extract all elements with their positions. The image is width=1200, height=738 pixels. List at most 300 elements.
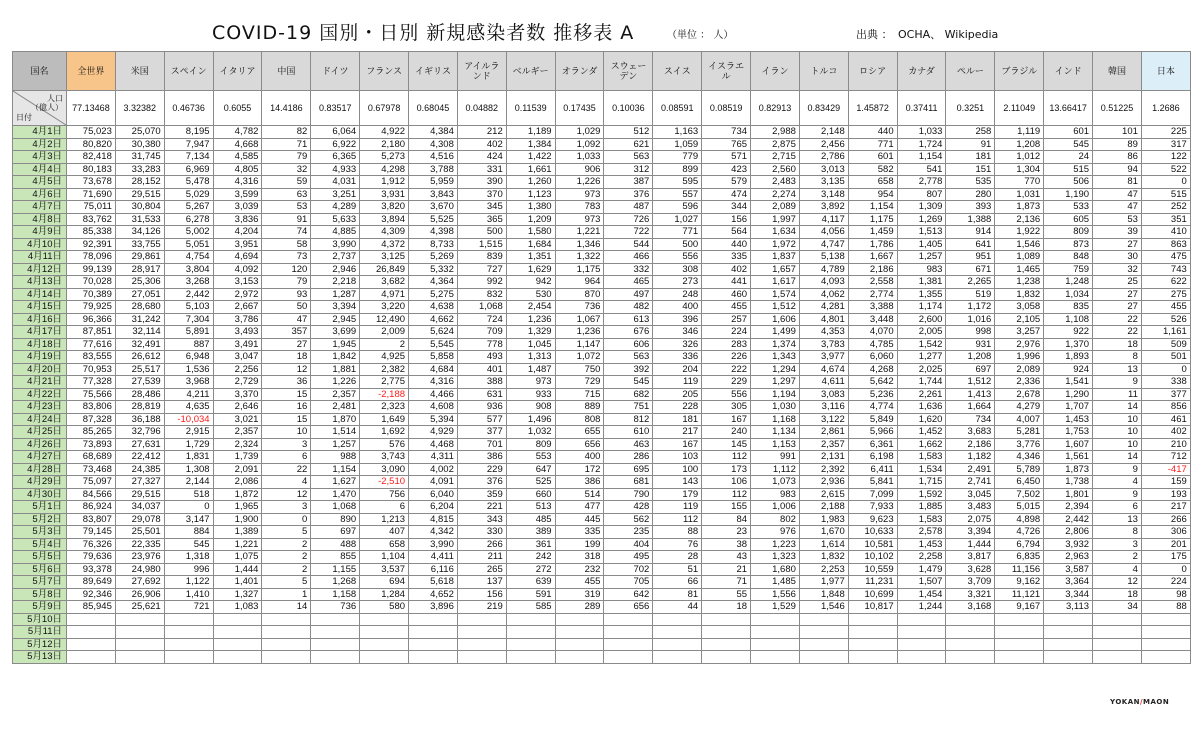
case-cell: 3,364 <box>1044 576 1093 589</box>
case-cell: 1,257 <box>311 438 360 451</box>
case-cell: 4,668 <box>213 138 262 151</box>
case-cell: 377 <box>457 426 506 439</box>
case-cell: 221 <box>457 501 506 514</box>
case-cell: 808 <box>555 413 604 426</box>
case-cell: 996 <box>164 563 213 576</box>
case-cell: 2,786 <box>799 151 848 164</box>
case-cell: 676 <box>604 326 653 339</box>
date-cell: 4月12日 <box>13 263 67 276</box>
date-cell: 5月8日 <box>13 588 67 601</box>
date-cell: 5月6日 <box>13 563 67 576</box>
case-cell: 393 <box>946 201 995 214</box>
case-cell: 89 <box>1093 138 1142 151</box>
case-cell <box>995 651 1044 664</box>
case-cell: 4,933 <box>311 163 360 176</box>
case-cell: 12 <box>262 363 311 376</box>
case-cell: 2,667 <box>213 301 262 314</box>
case-cell: 1,965 <box>213 501 262 514</box>
case-cell: 3,021 <box>213 413 262 426</box>
table-row <box>13 363 1191 376</box>
case-cell: 2,005 <box>897 326 946 339</box>
case-cell <box>262 613 311 626</box>
case-cell: 82 <box>262 126 311 139</box>
case-cell: 0 <box>1141 563 1190 576</box>
case-cell: 973 <box>555 213 604 226</box>
case-cell <box>946 626 995 639</box>
case-cell: 34,037 <box>115 501 164 514</box>
population-label: 人口 （億人） <box>31 94 63 112</box>
case-cell: 1,083 <box>213 601 262 614</box>
case-cell: 2,089 <box>995 363 1044 376</box>
case-cell: 1,413 <box>946 388 995 401</box>
table-row <box>13 376 1191 389</box>
case-cell: 26,906 <box>115 588 164 601</box>
case-cell: 1,513 <box>897 226 946 239</box>
case-cell: 809 <box>1044 226 1093 239</box>
case-cell: 4,316 <box>213 176 262 189</box>
case-cell: 1,029 <box>555 126 604 139</box>
case-cell: 4,662 <box>409 313 458 326</box>
case-cell <box>848 651 897 664</box>
case-cell <box>1093 638 1142 651</box>
case-cell: 275 <box>1141 288 1190 301</box>
case-cell <box>946 613 995 626</box>
case-cell: 332 <box>604 263 653 276</box>
case-cell: 1,238 <box>995 276 1044 289</box>
case-cell: 32,796 <box>115 426 164 439</box>
case-cell: 83,806 <box>67 401 116 414</box>
case-cell: 3,836 <box>213 213 262 226</box>
case-cell: 6,365 <box>311 151 360 164</box>
case-cell: 2,483 <box>751 176 800 189</box>
case-cell: 12,490 <box>360 313 409 326</box>
case-cell: 1,223 <box>751 538 800 551</box>
case-cell: 933 <box>506 388 555 401</box>
case-cell: 2,558 <box>848 276 897 289</box>
case-cell: 217 <box>1141 501 1190 514</box>
case-cell: 4,346 <box>995 451 1044 464</box>
case-cell: 7,099 <box>848 488 897 501</box>
case-cell: 771 <box>653 226 702 239</box>
case-cell: 4,308 <box>409 138 458 151</box>
case-cell: 1,556 <box>751 588 800 601</box>
case-cell: 3,843 <box>409 188 458 201</box>
population-cell: 0.04882 <box>457 91 506 126</box>
case-cell: 2,778 <box>897 176 946 189</box>
case-cell: 85,945 <box>67 601 116 614</box>
case-cell: 1,175 <box>555 263 604 276</box>
case-cell <box>262 626 311 639</box>
population-cell: 0.11539 <box>506 91 555 126</box>
case-cell: 595 <box>653 176 702 189</box>
case-cell: 252 <box>1141 201 1190 214</box>
case-cell: 4,694 <box>213 251 262 264</box>
case-cell: 3,045 <box>946 488 995 501</box>
case-cell: 2,382 <box>360 363 409 376</box>
case-cell: 4,468 <box>409 438 458 451</box>
date-cell: 4月10日 <box>13 238 67 251</box>
case-cell: 3,013 <box>799 163 848 176</box>
case-cell: 172 <box>555 463 604 476</box>
table-row <box>13 176 1191 189</box>
case-cell: 5,275 <box>409 288 458 301</box>
case-cell: 1,034 <box>1044 288 1093 301</box>
case-cell <box>702 651 751 664</box>
case-cell: 6,969 <box>164 163 213 176</box>
case-cell: 91 <box>946 138 995 151</box>
case-cell: 16 <box>262 401 311 414</box>
case-cell: 2,774 <box>848 288 897 301</box>
case-cell: 84,566 <box>67 488 116 501</box>
case-cell <box>213 613 262 626</box>
case-cell: 1,045 <box>506 338 555 351</box>
case-cell: 1,607 <box>1044 438 1093 451</box>
case-cell: -2,188 <box>360 388 409 401</box>
case-cell: 727 <box>457 263 506 276</box>
case-cell: 53 <box>1093 213 1142 226</box>
population-cell: 1.45872 <box>848 91 897 126</box>
case-cell: 2,025 <box>897 363 946 376</box>
case-cell: 318 <box>555 551 604 564</box>
country-header-row <box>13 52 1191 91</box>
case-cell: 407 <box>360 526 409 539</box>
case-cell: 2 <box>262 563 311 576</box>
case-cell: 22 <box>1093 313 1142 326</box>
case-cell <box>995 638 1044 651</box>
case-cell <box>751 638 800 651</box>
case-cell: 1,147 <box>555 338 604 351</box>
case-cell: 545 <box>604 376 653 389</box>
case-cell: 1,161 <box>1141 326 1190 339</box>
table-row <box>13 513 1191 526</box>
population-cell: 0.08519 <box>702 91 751 126</box>
table-row <box>13 213 1191 226</box>
case-cell: 34 <box>1093 601 1142 614</box>
case-cell: 226 <box>702 351 751 364</box>
case-cell: 193 <box>1141 488 1190 501</box>
case-cell: 4,635 <box>164 401 213 414</box>
case-cell: 3,804 <box>164 263 213 276</box>
case-cell: 441 <box>702 276 751 289</box>
case-cell: 1,112 <box>751 463 800 476</box>
case-cell: 3 <box>262 438 311 451</box>
case-cell: 2,646 <box>213 401 262 414</box>
case-cell: 734 <box>946 413 995 426</box>
case-cell: 1,983 <box>799 513 848 526</box>
case-cell: 27 <box>262 338 311 351</box>
case-cell: 8,733 <box>409 238 458 251</box>
case-cell: 3 <box>262 501 311 514</box>
case-cell: 1,287 <box>311 288 360 301</box>
case-cell: 3,537 <box>360 563 409 576</box>
case-cell: 1,664 <box>946 401 995 414</box>
table-row <box>13 613 1191 626</box>
case-cell: 229 <box>702 376 751 389</box>
case-cell: 7,947 <box>164 138 213 151</box>
case-cell: 392 <box>604 363 653 376</box>
case-cell: 1,213 <box>360 513 409 526</box>
case-cell: 1,073 <box>751 476 800 489</box>
case-cell: 159 <box>1141 476 1190 489</box>
case-cell: 2,861 <box>799 426 848 439</box>
case-cell: 99,139 <box>67 263 116 276</box>
case-cell: 370 <box>457 188 506 201</box>
case-cell: 2 <box>360 338 409 351</box>
case-cell: 266 <box>1141 513 1190 526</box>
case-cell: 9 <box>1093 488 1142 501</box>
case-cell: 401 <box>457 363 506 376</box>
case-cell: 976 <box>751 526 800 539</box>
case-cell: 402 <box>457 138 506 151</box>
case-cell <box>164 651 213 664</box>
case-cell: 1,487 <box>506 363 555 376</box>
daily-cases-body <box>13 126 1191 664</box>
case-cell: 8 <box>1093 526 1142 539</box>
case-cell: 601 <box>848 151 897 164</box>
page-title: COVID-19 国別・日別 新規感染者数 推移表 A <box>212 22 635 44</box>
case-cell: 3,058 <box>995 301 1044 314</box>
case-cell: 571 <box>702 151 751 164</box>
case-cell: 4,922 <box>360 126 409 139</box>
case-cell: 70,953 <box>67 363 116 376</box>
case-cell: 2,357 <box>213 426 262 439</box>
case-cell <box>67 651 116 664</box>
case-cell: 305 <box>702 401 751 414</box>
case-cell: 27,327 <box>115 476 164 489</box>
case-cell <box>67 638 116 651</box>
table-row <box>13 413 1191 426</box>
case-cell: 4 <box>1093 563 1142 576</box>
country-header-cell: ブラジル <box>995 52 1044 91</box>
case-cell: 312 <box>604 163 653 176</box>
case-cell: 68,689 <box>67 451 116 464</box>
case-cell: 1,454 <box>897 588 946 601</box>
table-row <box>13 151 1191 164</box>
case-cell: 1,614 <box>799 538 848 551</box>
case-cell: 5,029 <box>164 188 213 201</box>
case-cell: 173 <box>702 463 751 476</box>
case-cell: 580 <box>360 601 409 614</box>
case-cell: 94 <box>1093 163 1142 176</box>
case-cell: 3,125 <box>360 251 409 264</box>
case-cell: 3,628 <box>946 563 995 576</box>
case-cell: 87,328 <box>67 413 116 426</box>
date-cell: 4月1日 <box>13 126 67 139</box>
case-cell: 1,016 <box>946 313 995 326</box>
case-cell: 1,459 <box>848 226 897 239</box>
case-cell: 3,257 <box>995 326 1044 339</box>
case-cell: 5,891 <box>164 326 213 339</box>
case-cell: 4,289 <box>311 201 360 214</box>
table-row <box>13 638 1191 651</box>
case-cell: 2,357 <box>799 438 848 451</box>
case-cell <box>213 638 262 651</box>
case-cell: 461 <box>1141 413 1190 426</box>
case-cell: 6 <box>262 451 311 464</box>
case-cell: 622 <box>1141 276 1190 289</box>
case-cell: 4,411 <box>409 551 458 564</box>
case-cell: 2,186 <box>946 438 995 451</box>
case-cell: 3,220 <box>360 301 409 314</box>
table-row <box>13 138 1191 151</box>
case-cell: 3,699 <box>311 326 360 339</box>
case-cell: 6,450 <box>995 476 1044 489</box>
case-cell: 563 <box>604 351 653 364</box>
case-cell <box>799 638 848 651</box>
case-cell: 344 <box>702 201 751 214</box>
case-cell: 1,729 <box>164 438 213 451</box>
case-cell: 998 <box>946 326 995 339</box>
case-cell: 1 <box>262 588 311 601</box>
case-cell: 2,936 <box>799 476 848 489</box>
case-cell: 1,848 <box>799 588 848 601</box>
case-cell: 1,226 <box>555 176 604 189</box>
case-cell: 74 <box>262 226 311 239</box>
case-cell: 1,351 <box>506 251 555 264</box>
case-cell: 0 <box>262 513 311 526</box>
case-cell: 1,670 <box>799 526 848 539</box>
case-cell: 103 <box>653 451 702 464</box>
case-cell <box>115 613 164 626</box>
case-cell: 1,900 <box>213 513 262 526</box>
case-cell: 217 <box>653 426 702 439</box>
case-cell: 388 <box>457 376 506 389</box>
case-cell: 79 <box>262 151 311 164</box>
case-cell: 21 <box>702 563 751 576</box>
case-cell: 908 <box>506 401 555 414</box>
population-cell: 0.6055 <box>213 91 262 126</box>
country-header-label: 国名 <box>13 52 67 91</box>
case-cell: 112 <box>653 513 702 526</box>
case-cell: 3,977 <box>799 351 848 364</box>
country-header-cell: 全世界 <box>67 52 116 91</box>
case-cell: 463 <box>604 438 653 451</box>
case-cell: 289 <box>555 601 604 614</box>
date-cell: 5月12日 <box>13 638 67 651</box>
case-cell: 530 <box>506 288 555 301</box>
case-cell: 4,342 <box>409 526 458 539</box>
case-cell: 4,398 <box>409 226 458 239</box>
date-cell: 5月11日 <box>13 626 67 639</box>
case-cell <box>653 626 702 639</box>
case-cell: 145 <box>702 438 751 451</box>
case-cell: 2,086 <box>213 476 262 489</box>
case-cell: 11,231 <box>848 576 897 589</box>
population-cell: 0.17435 <box>555 91 604 126</box>
case-cell: 75,566 <box>67 388 116 401</box>
case-cell: 85,338 <box>67 226 116 239</box>
case-cell: 1,515 <box>457 238 506 251</box>
source-note: 出典 ： OCHA、 Wikipedia <box>856 28 999 41</box>
case-cell: 5,273 <box>360 151 409 164</box>
case-cell: 156 <box>457 588 506 601</box>
case-cell: 6,116 <box>409 563 458 576</box>
case-cell: 809 <box>506 438 555 451</box>
case-cell: 2,324 <box>213 438 262 451</box>
case-cell: 493 <box>457 351 506 364</box>
case-cell: 5,478 <box>164 176 213 189</box>
case-cell <box>164 638 213 651</box>
population-cell: 0.10036 <box>604 91 653 126</box>
case-cell: 474 <box>702 188 751 201</box>
case-cell: 2,678 <box>995 388 1044 401</box>
case-cell: 27,631 <box>115 438 164 451</box>
case-cell: 4,925 <box>360 351 409 364</box>
case-cell: 3,990 <box>311 238 360 251</box>
case-cell: 15 <box>262 413 311 426</box>
case-cell: 870 <box>555 288 604 301</box>
case-cell: 751 <box>604 401 653 414</box>
country-header-cell: イギリス <box>409 52 458 91</box>
case-cell: 400 <box>653 301 702 314</box>
case-cell: 1,075 <box>213 551 262 564</box>
case-cell: 577 <box>457 413 506 426</box>
case-cell: 4,585 <box>213 151 262 164</box>
case-cell: 4,885 <box>311 226 360 239</box>
case-cell <box>653 638 702 651</box>
case-cell: 671 <box>946 263 995 276</box>
date-label: 日付 <box>16 113 32 122</box>
case-cell: 1,617 <box>751 276 800 289</box>
case-cell <box>164 626 213 639</box>
case-cell: 4 <box>1093 476 1142 489</box>
logo-divider-icon: / <box>1139 698 1144 706</box>
population-cell: 0.67978 <box>360 91 409 126</box>
case-cell: 856 <box>1141 401 1190 414</box>
case-cell: 1,236 <box>555 326 604 339</box>
case-cell: 564 <box>702 226 751 239</box>
case-cell: 1,370 <box>1044 338 1093 351</box>
case-cell: 3,894 <box>360 213 409 226</box>
case-cell: 5 <box>262 576 311 589</box>
population-date-corner <box>13 91 67 126</box>
date-cell: 4月28日 <box>13 463 67 476</box>
case-cell: 5,394 <box>409 413 458 426</box>
case-cell: 179 <box>653 488 702 501</box>
case-cell <box>409 638 458 651</box>
case-cell <box>751 651 800 664</box>
case-cell: 5,789 <box>995 463 1044 476</box>
case-cell: 3,786 <box>213 313 262 326</box>
case-cell: 376 <box>457 476 506 489</box>
case-cell: 724 <box>457 313 506 326</box>
case-cell: 6,040 <box>409 488 458 501</box>
case-cell: 1,108 <box>1044 313 1093 326</box>
case-cell: 22 <box>1093 326 1142 339</box>
case-cell <box>995 613 1044 626</box>
case-cell: 1,190 <box>1044 188 1093 201</box>
case-cell: 1,738 <box>1044 476 1093 489</box>
date-cell: 4月16日 <box>13 313 67 326</box>
case-cell: 535 <box>946 176 995 189</box>
date-cell: 5月4日 <box>13 538 67 551</box>
country-header-cell: ロシア <box>848 52 897 91</box>
case-cell: 1,401 <box>213 576 262 589</box>
case-cell: 936 <box>457 401 506 414</box>
case-cell <box>799 651 848 664</box>
date-cell: 4月30日 <box>13 488 67 501</box>
case-cell: 1,744 <box>897 376 946 389</box>
case-cell: 2,715 <box>751 151 800 164</box>
case-cell: 167 <box>702 413 751 426</box>
case-cell: 1,304 <box>995 163 1044 176</box>
case-cell: 5,015 <box>995 501 1044 514</box>
case-cell: 3,116 <box>799 401 848 414</box>
date-cell: 5月13日 <box>13 651 67 664</box>
case-cell: 1,208 <box>995 138 1044 151</box>
case-cell <box>946 651 995 664</box>
case-cell: 0 <box>1141 363 1190 376</box>
